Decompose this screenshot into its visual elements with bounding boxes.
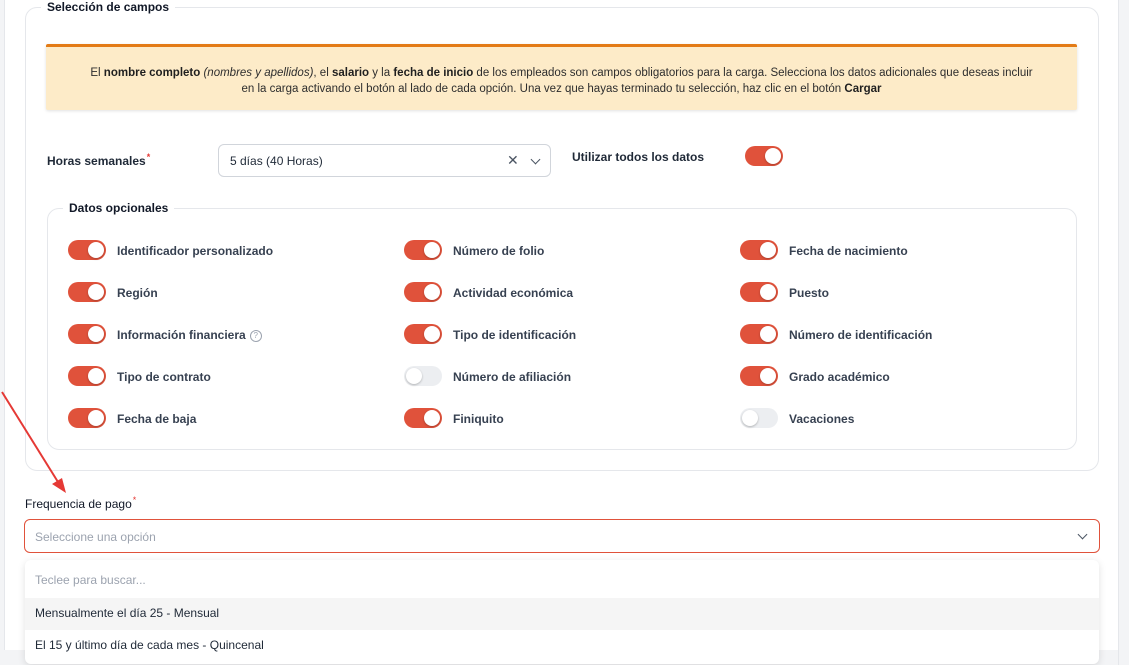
toggle-numero-de-folio[interactable] <box>404 240 442 260</box>
toggle-actividad-economica[interactable] <box>404 282 442 302</box>
info-notice: El nombre completo (nombres y apellidos), el salario y la fecha de inicio de los empleados son campos obligatorios para la carga. Selecciona los datos adicionales que deseas incluir en la carga activando el botón al lado de cada opción. Una vez que hayas terminado tu selección, haz clic en el botón Cargar <box>46 44 1077 110</box>
dropdown-option-mensual[interactable]: Mensualmente el día 25 - Mensual <box>25 598 1099 630</box>
label-actividad-economica: Actividad económica <box>453 286 574 300</box>
use-all-data-toggle[interactable] <box>745 146 783 166</box>
toggle-finiquito[interactable] <box>404 408 442 428</box>
label-informacion-financiera: Información financiera ? <box>117 328 262 342</box>
label-vacaciones: Vacaciones <box>789 412 855 426</box>
required-mark: * <box>146 152 151 162</box>
payment-frequency-dropdown <box>25 560 1099 664</box>
toggle-tipo-de-identificacion[interactable] <box>404 324 442 344</box>
weekly-hours-value: 5 días (40 Horas) <box>230 154 323 168</box>
label-region: Región <box>117 286 158 300</box>
required-mark: * <box>132 495 137 505</box>
chevron-down-icon[interactable] <box>531 155 541 165</box>
label-tipo-de-contrato: Tipo de contrato <box>117 370 211 384</box>
optional-data-title: Datos opcionales <box>69 201 169 215</box>
label-finiquito: Finiquito <box>453 412 504 426</box>
label-numero-de-folio: Número de folio <box>453 244 545 258</box>
optional-data-group <box>47 201 1077 450</box>
window-right-edge <box>1118 0 1129 665</box>
payment-frequency-label: Frequencia de pago* <box>25 495 137 511</box>
dropdown-search-input[interactable]: Teclee para buscar... <box>35 573 146 587</box>
weekly-hours-select[interactable] <box>218 144 551 177</box>
question-circle-icon[interactable]: ? <box>250 330 262 342</box>
toggle-grado-academico[interactable] <box>740 366 778 386</box>
close-icon[interactable]: ✕ <box>507 152 519 168</box>
toggle-vacaciones[interactable] <box>740 408 778 428</box>
hours-label: Horas semanales* <box>47 152 151 168</box>
use-all-data-label: Utilizar todos los datos <box>572 150 705 164</box>
label-fecha-de-baja: Fecha de baja <box>117 412 197 426</box>
label-numero-de-afiliacion: Número de afiliación <box>453 370 572 384</box>
payment-frequency-placeholder: Seleccione una opción <box>35 530 156 544</box>
red-arrow <box>0 0 90 500</box>
label-identificador-personalizado: Identificador personalizado <box>117 244 274 258</box>
toggle-puesto[interactable] <box>740 282 778 302</box>
toggle-numero-de-identificacion[interactable] <box>740 324 778 344</box>
label-tipo-de-identificacion: Tipo de identificación <box>453 328 577 342</box>
label-fecha-de-nacimiento: Fecha de nacimiento <box>789 244 908 258</box>
payment-frequency-select[interactable] <box>24 519 1100 553</box>
label-puesto: Puesto <box>789 286 830 300</box>
label-grado-academico: Grado académico <box>789 370 890 384</box>
label-numero-de-identificacion: Número de identificación <box>789 328 933 342</box>
section-title: Selección de campos <box>47 0 170 14</box>
toggle-fecha-de-nacimiento[interactable] <box>740 240 778 260</box>
toggle-numero-de-afiliacion[interactable] <box>404 366 442 386</box>
dropdown-option-quincenal[interactable]: El 15 y último día de cada mes - Quincenal <box>35 638 264 652</box>
chevron-down-icon[interactable] <box>1078 530 1088 540</box>
